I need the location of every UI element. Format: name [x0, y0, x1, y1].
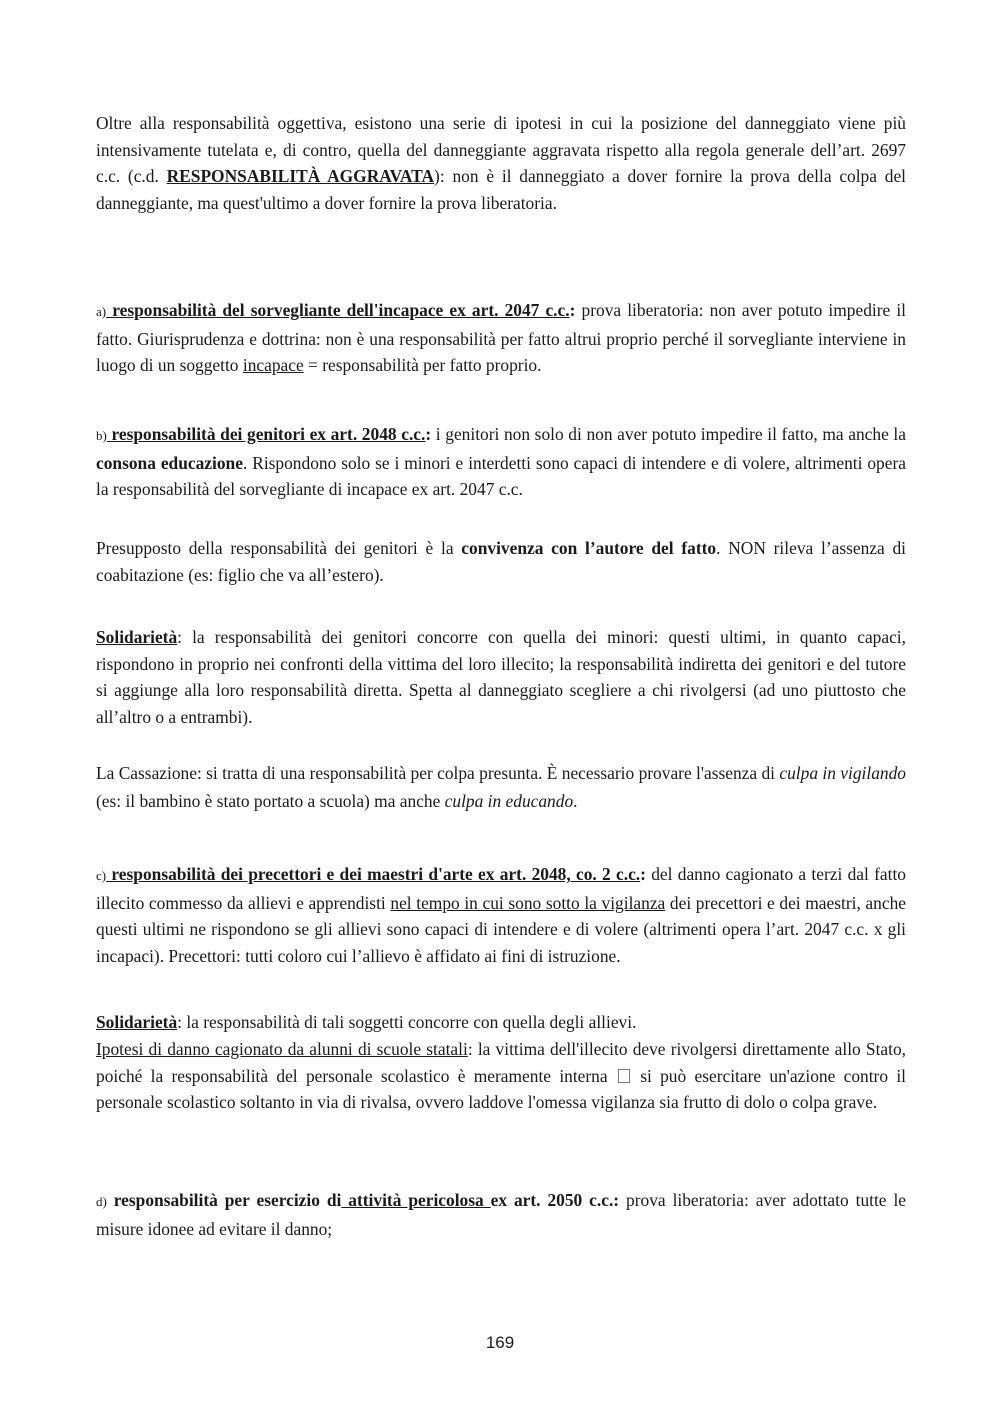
section-heading: responsabilità dei genitori ex art. 2048 c.c.: [106, 424, 426, 444]
intro-paragraph: [96, 110, 906, 216]
page-number: 169: [485, 1333, 515, 1352]
list-marker: c): [96, 868, 107, 883]
section-heading: responsabilità dei precettori e dei maestri d'arte ex art. 2048, co. 2 c.c.: [106, 864, 641, 884]
missing-glyph-box-icon: [618, 1069, 630, 1083]
section-b-paragraph: [96, 421, 906, 503]
section-c-paragraph: [96, 861, 906, 969]
text: .: [573, 791, 578, 811]
text: = responsabilità per fatto proprio.: [303, 355, 542, 376]
text: : la responsabilità dei genitori concorre con quella dei minori: questi ultimi, in quanto capaci, rispondono in proprio nei confronti della vittima del loro illecito; la responsabilità indiretta dei genitori e del tutore si aggiunge alla loro responsabilità diretta. Spetta al danneggiato scegliere a chi rivolgersi (ad uno piuttosto che all’altro o a entrambi).: [96, 627, 906, 727]
list-marker: a): [96, 304, 107, 319]
text: del danno cagionato a terzi dal fatto illecito commesso da allievi e apprendisti: [96, 864, 906, 913]
section-heading: responsabilità del sorvegliante dell'incapace ex art. 2047 c.c.: [106, 300, 570, 320]
text: . NON rileva l’assenza di coabitazione (es: figlio che va all’estero).: [96, 538, 906, 585]
section-d-paragraph: [96, 1187, 906, 1242]
text: dei precettori e dei maestri, anche questi ultimi ne rispondono se gli allievi sono capaci di intendere e di volere (altrimenti opera l’art. 2047 c.c. x gli incapaci). Precettori: tutti coloro cui l’allievo è affidato ai fini di istruzione.: [96, 892, 906, 966]
text: Oltre alla responsabilità oggettiva, esistono una serie di ipotesi in cui la posizione del danneggiato viene più intensivamente tutelata e, di contro, quella del danneggiante aggravata rispetto alla regola generale dell’art. 2697 c.c. (c.d.: [96, 113, 906, 187]
text: prova liberatoria: non aver potuto impedire il fatto. Giurisprudenza e dottrina: non è una responsabilità per fatto altrui proprio perché il sorvegliante interviene in luogo di un soggetto: [96, 300, 907, 376]
bold-term: convivenza con l’autore del fatto: [461, 538, 717, 558]
text: prova liberatoria: aver adottato tutte le misure idonee ad evitare il danno;: [96, 1190, 907, 1239]
text: i genitori non solo di non aver potuto impedire il fatto, ma anche la: [431, 424, 906, 444]
underlined-term: nel tempo in cui sono sotto la vigilanza: [390, 892, 666, 913]
list-marker: b): [96, 428, 107, 443]
solidarieta-label: Solidarietà: [96, 627, 178, 647]
bold-term: consona educazione: [96, 452, 243, 473]
list-marker: d): [96, 1194, 107, 1209]
text: (es: il bambino è stato portato a scuola) ma anche: [96, 791, 445, 811]
solidarieta-label: Solidarietà: [96, 1012, 178, 1032]
section-heading-underlined: attività pericolosa: [341, 1190, 491, 1210]
key-term: RESPONSABILITÀ AGGRAVATA: [166, 166, 435, 187]
heading-colon: :: [640, 864, 646, 884]
section-a-paragraph: [96, 297, 906, 379]
ipotesi-paragraph: [96, 1036, 906, 1116]
solidarieta-paragraph-2: [96, 1009, 906, 1036]
text: Presupposto della responsabilità dei genitori è la: [96, 538, 462, 558]
solidarieta-paragraph: [96, 624, 906, 730]
latin-term: culpa in vigilando: [779, 763, 906, 783]
text: : la responsabilità di tali soggetti concorre con quella degli allievi.: [177, 1012, 637, 1032]
text: : la vittima dell'illecito deve rivolgersi direttamente allo Stato, poiché la responsabilità del personale scolastico è meramente interna: [96, 1039, 906, 1086]
text: . Rispondono solo se i minori e interdetti sono capaci di intendere e di volere, altrimenti opera la responsabilità del sorvegliante di incapace ex art. 2047 c.c.: [96, 452, 906, 500]
heading-colon: :: [569, 300, 576, 320]
cassazione-paragraph: [96, 759, 906, 815]
text: La Cassazione: si tratta di una responsabilità per colpa presunta. È necessario provare l'assenza di: [96, 763, 780, 783]
section-heading: ex art. 2050 c.c.:: [490, 1190, 620, 1210]
underlined-term: incapace: [242, 355, 304, 376]
latin-term: culpa in educando: [444, 791, 574, 811]
presupposto-paragraph: [96, 535, 906, 588]
heading-colon: :: [425, 424, 432, 444]
underlined-term: Ipotesi di danno cagionato da alunni di scuole statali: [96, 1039, 468, 1059]
section-heading: responsabilità per esercizio di: [106, 1190, 342, 1210]
text: ): non è il danneggiato a dover fornire la prova della colpa del danneggiante, ma quest'ultimo a dover fornire la prova liberatoria.: [96, 166, 907, 213]
text: si può esercitare un'azione contro il personale scolastico soltanto in via di rivalsa, ovvero laddove l'omessa vigilanza sia frutto di dolo o colpa grave.: [96, 1065, 906, 1113]
